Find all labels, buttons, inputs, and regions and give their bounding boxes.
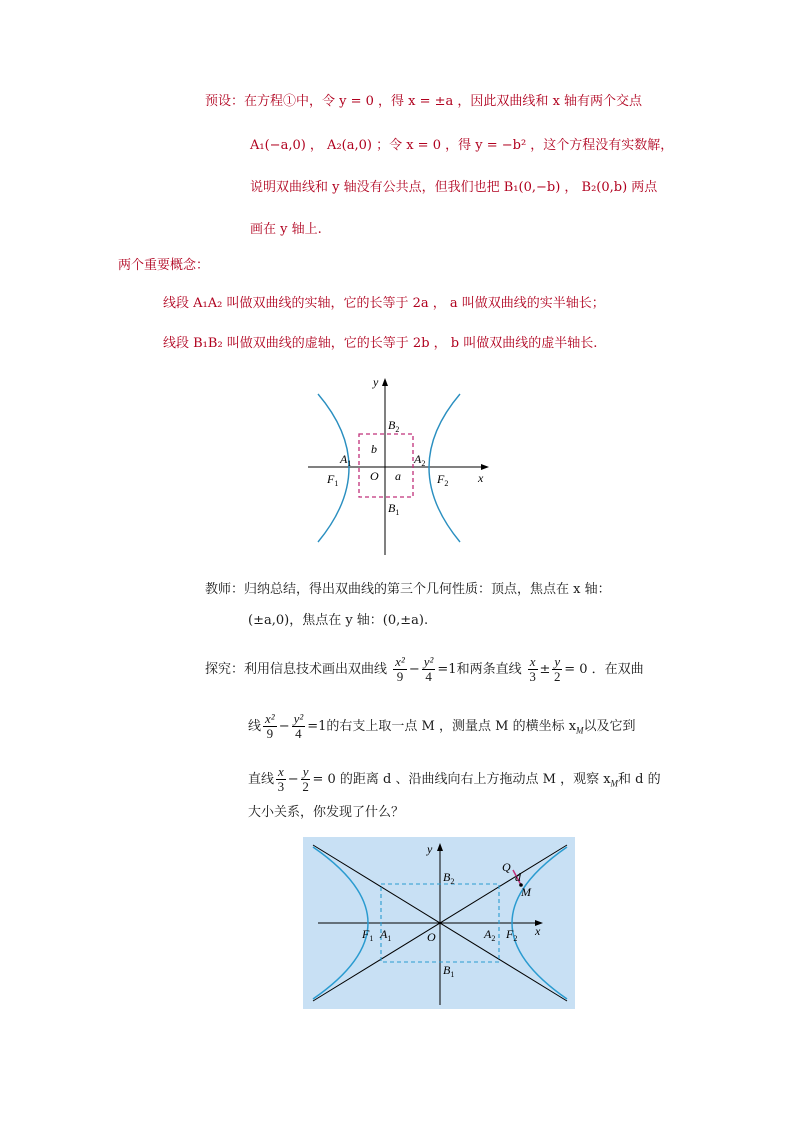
fig2-x-label: x bbox=[535, 924, 541, 938]
fig2-d-label: d bbox=[515, 870, 521, 884]
fig2-A1-label: $A_1$ bbox=[380, 927, 392, 943]
fig1-F2-label: $F_2$ bbox=[437, 472, 449, 488]
fig1-B2-label: $B_2$ bbox=[388, 418, 400, 434]
fig2-B2-label: $B_2$ bbox=[443, 870, 455, 886]
teacher-line1: 教师：归纳总结，得出双曲线的第三个几何性质：顶点，焦点在 x 轴： bbox=[205, 582, 611, 597]
fig1-A1-label: $A_1$ bbox=[340, 452, 352, 468]
hyperbola-left-branch bbox=[318, 394, 352, 542]
frac-x2-9: $\frac{\text{x²}}{9}$ bbox=[395, 654, 405, 684]
fig2-y-label: y bbox=[427, 842, 433, 856]
para1-line3: 说明双曲线和 y 轴没有公共点，但我们也把 B₁(0,−b) ， B₂(0,b) 两点 bbox=[250, 180, 658, 195]
teacher-line2: (±a,0)，焦点在 y 轴：(0,±a). bbox=[248, 613, 429, 628]
fig2-A2-label: $A_2$ bbox=[484, 927, 496, 943]
explore-line4: 大小关系，你发现了什么？ bbox=[248, 805, 405, 820]
para1-line4: 画在 y 轴上. bbox=[250, 222, 322, 237]
fig1-a-label: a bbox=[395, 469, 401, 483]
x-axis-arrow bbox=[481, 464, 489, 470]
fig2-M-label: M bbox=[521, 885, 531, 899]
fig2-B1-label: $B_1$ bbox=[443, 963, 455, 979]
asymptote-box bbox=[359, 434, 413, 497]
explore-line2: 线 $\frac{\text{x²}}{9}$ − $\frac{\text{y²}}{4}$ =1的右支上取一点 M ，测量点 M 的横坐标 $x_M$以及它到 bbox=[248, 711, 636, 741]
explore-line3: 直线 $\frac{x}{3}$ − $\frac{y}{2}$ = 0 的距离 d 、沿曲线向右上方拖动点 M ，观察 $x_M$和 d 的 bbox=[248, 764, 661, 794]
y-axis-arrow bbox=[382, 378, 388, 386]
fig1-b-label: b bbox=[371, 442, 377, 456]
fig1-y-label: y bbox=[373, 375, 379, 389]
frac-y-2: $\frac{y}{2}$ bbox=[554, 654, 561, 684]
para1-line2: A₁(−a,0) ， A₂(a,0) ；令 x = 0 ，得 y = −b² ，这个方程没有实数解， bbox=[250, 138, 674, 153]
fig2-F1-label: $F_1$ bbox=[362, 927, 374, 943]
concept-real-axis: 线段 A₁A₂ 叫做双曲线的实轴，它的长等于 2a ， a 叫做双曲线的实半轴长； bbox=[163, 296, 605, 311]
fig1-A2-label: $A_2$ bbox=[414, 452, 426, 468]
fig1-F1-label: $F_1$ bbox=[327, 472, 339, 488]
concepts-heading: 两个重要概念： bbox=[118, 258, 210, 273]
fig1-x-label: x bbox=[478, 471, 484, 485]
hyperbola-right-branch bbox=[429, 394, 460, 542]
fig1-origin-label: O bbox=[370, 469, 379, 483]
fig1-B1-label: $B_1$ bbox=[388, 501, 400, 517]
fig2-origin-label: O bbox=[427, 930, 436, 944]
fig2-F2-label: $F_2$ bbox=[506, 927, 518, 943]
frac-x-3: $\frac{x}{3}$ bbox=[529, 654, 536, 684]
concept-imag-axis: 线段 B₁B₂ 叫做双曲线的虚轴，它的长等于 2b ， b 叫做双曲线的虚半轴长. bbox=[163, 336, 598, 351]
fig2-Q-label: Q bbox=[502, 860, 511, 874]
para1-line1: 预设：在方程①中，令 y = 0 ，得 x = ±a ，因此双曲线和 x 轴有两个交点 bbox=[205, 94, 643, 109]
hyperbola-figure-2 bbox=[303, 837, 575, 1009]
explore-line1: 探究：利用信息技术画出双曲线 $\frac{\text{x²}}{9}$ − $\frac{\text{y²}}{4}$ =1和两条直线 $\frac{x}{3}$ ± $\frac{y}{2}$ = 0 ．在双曲 bbox=[205, 654, 644, 684]
frac-y2-4: $\frac{\text{y²}}{4}$ bbox=[423, 654, 434, 684]
hyperbola-figure-1 bbox=[300, 372, 500, 562]
